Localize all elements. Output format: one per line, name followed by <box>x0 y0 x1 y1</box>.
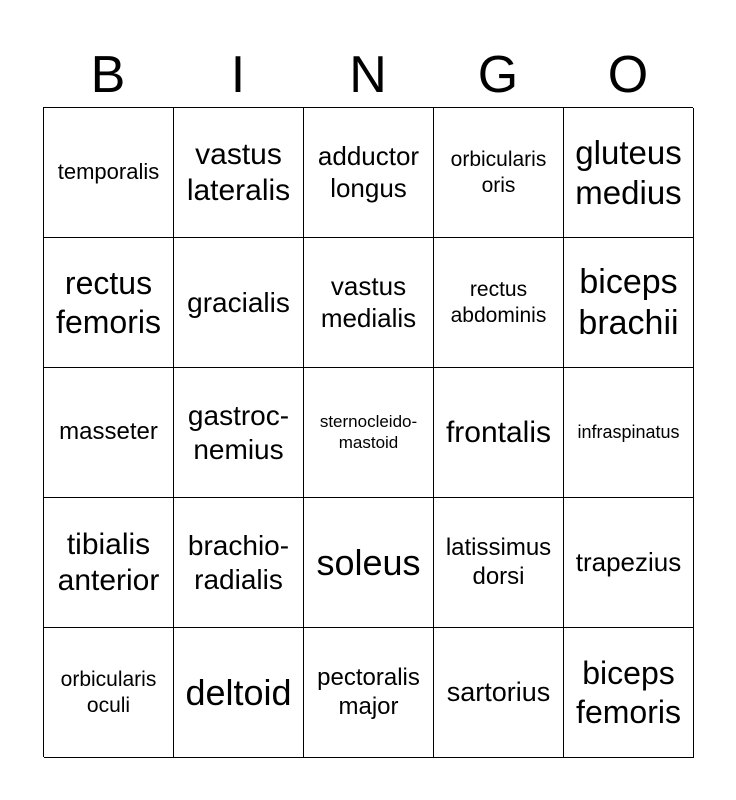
header-letter-b: B <box>90 46 126 104</box>
bingo-header <box>43 44 693 106</box>
bingo-cell[interactable] <box>434 238 564 368</box>
bingo-cell[interactable] <box>44 108 174 238</box>
bingo-cell-label: masseter <box>59 418 158 446</box>
bingo-cell[interactable] <box>564 238 694 368</box>
bingo-cell-label: trapezius <box>575 546 682 577</box>
bingo-cell-label: biceps brachii <box>578 262 679 342</box>
bingo-cell-label: tibialis anterior <box>57 527 160 597</box>
bingo-cell[interactable] <box>174 238 304 368</box>
bingo-cell-label: gastroc-nemius <box>187 399 290 465</box>
bingo-cell-label: gracialis <box>187 286 290 318</box>
bingo-cell-label: rectus abdominis <box>450 278 547 327</box>
bingo-cell[interactable] <box>434 498 564 628</box>
bingo-cell-label: latissimus dorsi <box>445 533 552 590</box>
bingo-cell-label: orbicularis oris <box>450 148 547 197</box>
bingo-cell[interactable] <box>174 628 304 758</box>
bingo-cell[interactable] <box>44 368 174 498</box>
bingo-cell[interactable] <box>564 498 694 628</box>
bingo-cell[interactable] <box>434 628 564 758</box>
bingo-cell[interactable] <box>44 628 174 758</box>
bingo-cell[interactable] <box>304 238 434 368</box>
bingo-cell-label: rectus femoris <box>56 265 161 340</box>
bingo-cell[interactable] <box>564 628 694 758</box>
header-letter-n: N <box>349 46 387 104</box>
bingo-cell-label: orbicularis oculi <box>60 668 157 717</box>
header-letter-o: O <box>607 46 649 104</box>
header-letter-i: I <box>230 46 246 104</box>
bingo-cell[interactable] <box>434 108 564 238</box>
bingo-cell-label: infraspinatus <box>577 421 680 442</box>
header-letter-g: G <box>477 46 519 104</box>
bingo-cell[interactable] <box>304 368 434 498</box>
bingo-cell[interactable] <box>564 108 694 238</box>
bingo-cell-label: pectoralis major <box>317 663 420 720</box>
bingo-cell-label: frontalis <box>445 415 552 449</box>
bingo-cell[interactable] <box>44 238 174 368</box>
bingo-cell-label: gluteus medius <box>575 133 682 211</box>
bingo-cell[interactable] <box>174 368 304 498</box>
bingo-cell[interactable] <box>304 628 434 758</box>
bingo-cell-label: sternocleido-mastoid <box>319 412 418 452</box>
bingo-cell-label: sartorius <box>446 677 551 708</box>
bingo-cell[interactable] <box>434 368 564 498</box>
bingo-cell-label: soleus <box>316 541 421 583</box>
bingo-cell-label: adductor longus <box>317 141 420 203</box>
bingo-cell-label: biceps femoris <box>576 655 681 730</box>
bingo-cell[interactable] <box>564 368 694 498</box>
bingo-cell-label: deltoid <box>185 671 292 713</box>
bingo-cell-label: brachio-radialis <box>187 529 290 595</box>
bingo-grid <box>43 107 693 757</box>
bingo-cell[interactable] <box>304 108 434 238</box>
bingo-cell[interactable] <box>174 108 304 238</box>
bingo-cell[interactable] <box>44 498 174 628</box>
bingo-cell[interactable] <box>304 498 434 628</box>
bingo-cell[interactable] <box>174 498 304 628</box>
bingo-cell-label: vastus medialis <box>320 271 417 333</box>
bingo-cell-label: vastus lateralis <box>186 137 291 207</box>
bingo-cell-label: temporalis <box>57 159 160 185</box>
